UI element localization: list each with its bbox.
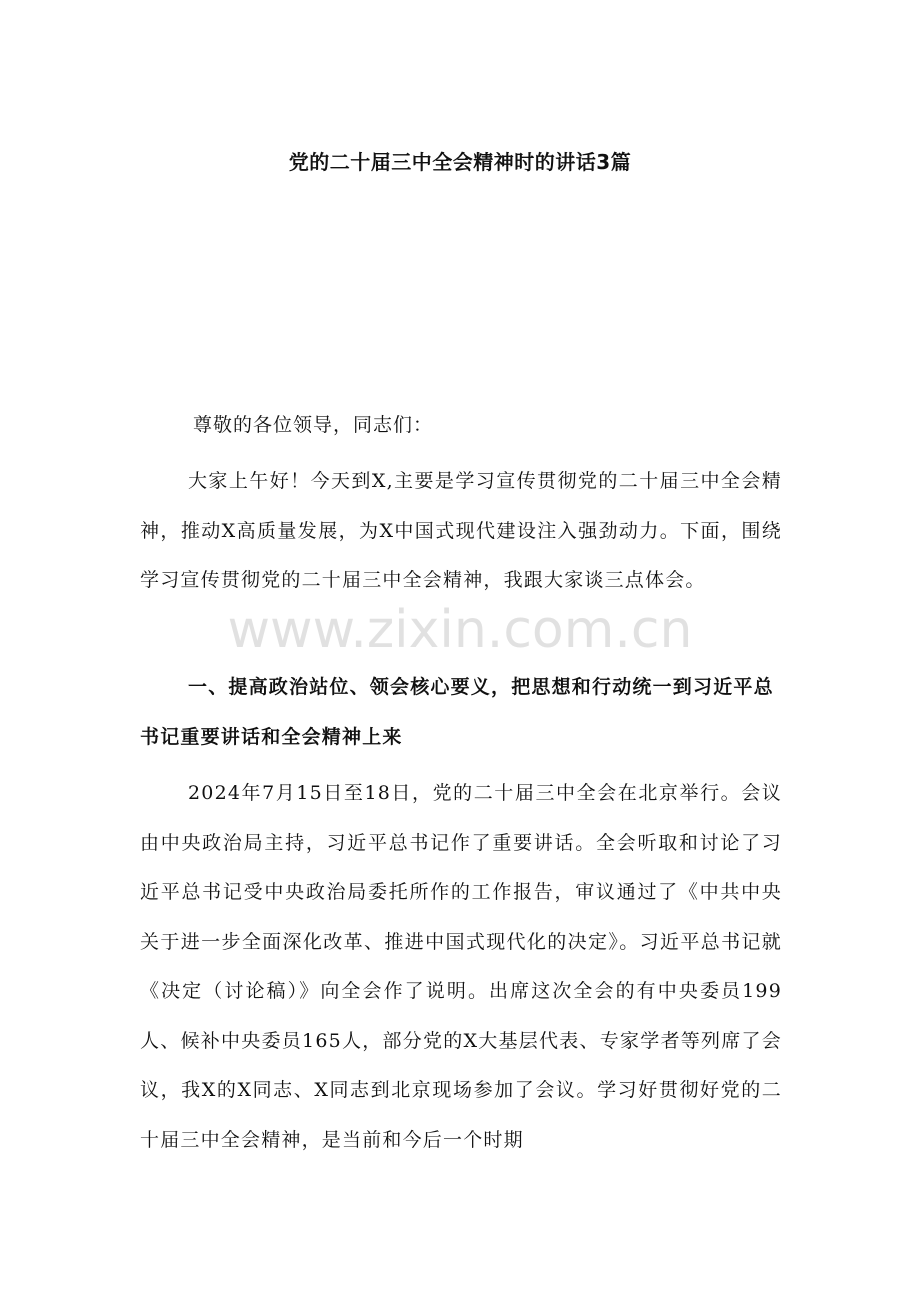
salutation: 尊敬的各位领导，同志们： xyxy=(193,414,434,436)
paragraph-intro: 大家上午好！今天到X,主要是学习宣传贯彻党的二十届三中全会精神，推动X高质量发展，为X中国式现代建设注入强劲动力。下面，围绕学习宣传贯彻党的二十届三中全会精神，我跟大家谈三点体会。 xyxy=(140,470,782,591)
section-heading-1: 一、提高政治站位、领会核心要义，把思想和行动统一到习近平总书记重要讲话和全会精神上来 xyxy=(140,676,774,748)
paragraph-plenum: 2024年7月15日至18日，党的二十届三中全会在北京举行。会议由中央政治局主持，习近平总书记作了重要讲话。全会听取和讨论了习近平总书记受中央政治局委托所作的工作报告，审议通过了《中共中央关于进一步全面深化改革、推进中国式现代化的决定》。习近平总书记就《决定（讨论稿）》向全会作了说明。出席这次全会的有中央委员199人、候补中央委员165人，部分党的X大基层代表、专家学者等列席了会议，我X的X同志、X同志到北京现场参加了会议。学习好贯彻好党的二十届三中全会精神，是当前和今后一个时期 xyxy=(140,782,782,1151)
watermark: www.zixin.com.cn xyxy=(227,600,693,660)
page-title: 党的二十届三中全会精神时的讲话3篇 xyxy=(288,150,632,174)
